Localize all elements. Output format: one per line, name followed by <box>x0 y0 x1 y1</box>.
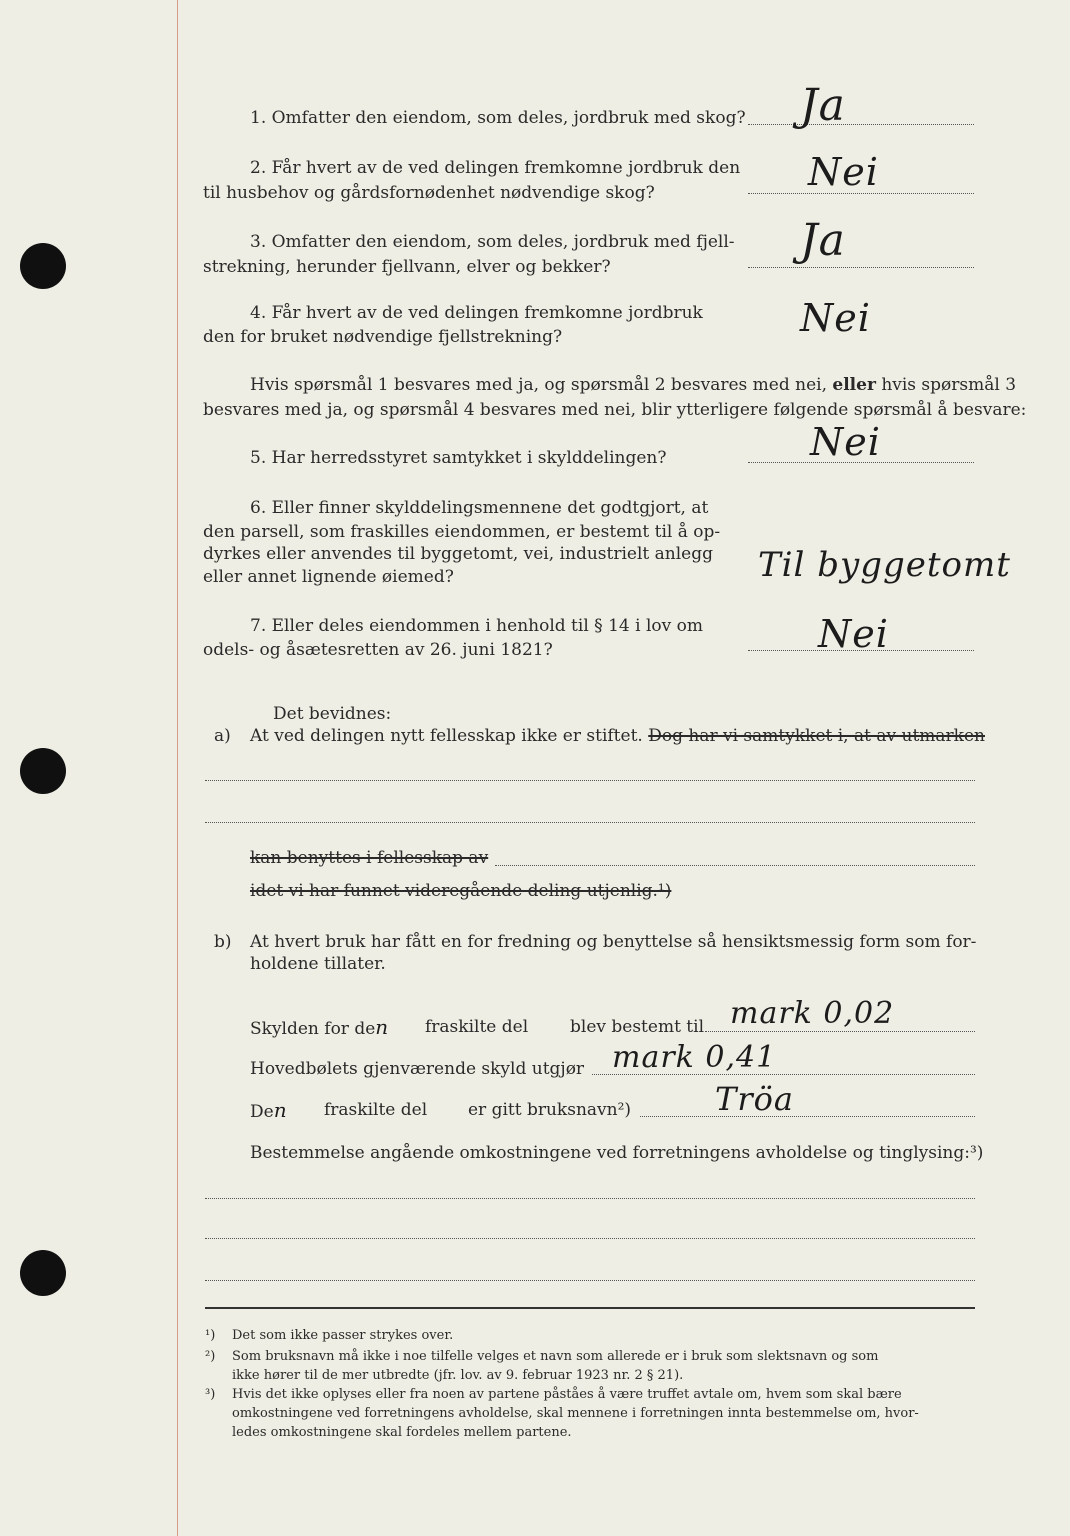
footnote-3-mark: ³) <box>205 1387 216 1402</box>
footnote-2-line-2: ikke hører til de mer utbredte (jfr. lov. av 9. februar 1923 nr. 2 § 21). <box>232 1368 684 1383</box>
question-4-line-1: 4. Får hvert av de ved delingen fremkomne jordbruk <box>250 303 703 323</box>
punch-hole-top <box>20 243 66 289</box>
conditional-line-1 <box>250 373 1016 397</box>
footnote-2-line-1: Som bruksnavn må ikke i noe tilfelle velges et navn som allerede er i bruk som slektsnavn og som <box>232 1349 879 1364</box>
bruk-label-a: Den <box>250 1098 288 1122</box>
certified-b-label: b) <box>214 932 232 952</box>
certified-heading: Det bevidnes: <box>273 704 392 724</box>
question-7-line-1: 7. Eller deles eiendommen i henhold til § 14 i lov om <box>250 616 703 636</box>
punch-hole-middle <box>20 748 66 794</box>
answer-3: Ja <box>800 215 846 266</box>
skyld-handwritten-suffix: n <box>375 1015 390 1039</box>
blank-line-a1 <box>205 780 975 781</box>
certified-struck-line-2: kan benyttes i fellesskap av <box>250 848 489 868</box>
question-2-line-1: 2. Får hvert av de ved delingen fremkomne jordbruk den <box>250 158 741 178</box>
skyld-value: mark 0,02 <box>730 996 895 1031</box>
certified-b-line-2: holdene tillater. <box>250 954 386 974</box>
footnote-3-line-2: omkostningene ved forretningens avholdelse, skal mennene i forretningen innta bestemmelse om, hvor- <box>232 1406 919 1421</box>
question-3-line-2: strekning, herunder fjellvann, elver og bekker? <box>203 257 611 277</box>
blank-line-b2 <box>205 1238 975 1239</box>
blank-line-b3 <box>205 1280 975 1281</box>
footnote-1-line-1: Det som ikke passer strykes over. <box>232 1328 454 1343</box>
question-2-line-2: til husbehov og gårdsfornødenhet nødvendige skog? <box>203 183 655 203</box>
hoved-label: Hovedbølets gjenværende skyld utgjør <box>250 1059 585 1079</box>
answer-6: Til byggetomt <box>758 545 1011 585</box>
bruk-label-c: er gitt bruksnavn²) <box>468 1100 632 1120</box>
answer-line-3 <box>748 267 974 268</box>
answer-line-1 <box>748 124 974 125</box>
question-6-line-4: eller annet lignende øiemed? <box>203 567 454 587</box>
question-3-line-1: 3. Omfatter den eiendom, som deles, jordbruk med fjell- <box>250 232 735 252</box>
hoved-value: mark 0,41 <box>612 1040 777 1075</box>
question-6-line-2: den parsell, som fraskilles eiendommen, er bestemt til å op- <box>203 522 721 542</box>
footnote-3-line-3: ledes omkostningene skal fordeles mellem partene. <box>232 1425 572 1440</box>
punch-hole-bottom <box>20 1250 66 1296</box>
blank-line-a3 <box>495 865 975 866</box>
bestemmelse-label: Bestemmelse angående omkostningene ved forretningens avholdelse og tinglysing:³) <box>250 1143 984 1163</box>
question-6-line-1: 6. Eller finner skylddelingsmennene det godtgjort, at <box>250 498 709 518</box>
answer-5: Nei <box>810 420 881 464</box>
footnote-divider <box>205 1307 975 1309</box>
footnote-1-mark: ¹) <box>205 1328 216 1343</box>
certified-a-line <box>250 724 985 748</box>
question-5-line-1: 5. Har herredsstyret samtykket i skylddelingen? <box>250 448 667 468</box>
question-7-line-2: odels- og åsætesretten av 26. juni 1821? <box>203 640 553 660</box>
blank-line-b1 <box>205 1198 975 1199</box>
margin-line <box>177 0 178 1536</box>
bruk-value: Tröa <box>715 1080 794 1118</box>
bruk-value-line <box>640 1116 975 1117</box>
skyld-label-b: fraskilte del <box>425 1017 529 1037</box>
conditional-text-b: hvis spørsmål 3 <box>881 375 1017 395</box>
footnote-3-line-1: Hvis det ikke oplyses eller fra noen av partene påståes å være truffet avtale om, hvem som skal bære <box>232 1387 902 1402</box>
certified-a-text: At ved delingen nytt fellesskap ikke er stiftet. <box>250 726 643 746</box>
answer-2: Nei <box>808 150 879 194</box>
skyld-label-c: blev bestemt til <box>570 1017 705 1037</box>
question-4-line-2: den for bruket nødvendige fjellstrekning? <box>203 327 563 347</box>
answer-7: Nei <box>818 612 889 656</box>
bruk-label-b: fraskilte del <box>324 1100 428 1120</box>
question-6-line-3: dyrkes eller anvendes til byggetomt, vei, industrielt anlegg <box>203 544 713 564</box>
skyld-value-line <box>705 1031 975 1032</box>
conditional-text-a: Hvis spørsmål 1 besvares med ja, og spørsmål 2 besvares med nei, <box>250 375 827 395</box>
conditional-line-2: besvares med ja, og spørsmål 4 besvares med nei, blir ytterligere følgende spørsmål å besvare: <box>203 400 1027 420</box>
certified-struck-line-3: idet vi har funnet videregående deling utjenlig.¹) <box>250 881 672 901</box>
skyld-label-a: Skylden for den <box>250 1015 390 1039</box>
certified-a-label: a) <box>214 726 231 746</box>
certified-b-line-1: At hvert bruk har fått en for fredning og benyttelse så hensiktsmessig form som for- <box>250 932 977 952</box>
answer-4: Nei <box>800 296 871 340</box>
answer-1: Ja <box>800 80 846 131</box>
footnote-2-mark: ²) <box>205 1349 216 1364</box>
question-1-line-1: 1. Omfatter den eiendom, som deles, jordbruk med skog? <box>250 108 746 128</box>
blank-line-a2 <box>205 822 975 823</box>
bruk-handwritten-suffix: n <box>273 1098 288 1122</box>
certified-a-struck: Dog har vi samtykket i, at av utmarken <box>648 726 985 746</box>
conditional-text-bold: eller <box>832 375 876 395</box>
